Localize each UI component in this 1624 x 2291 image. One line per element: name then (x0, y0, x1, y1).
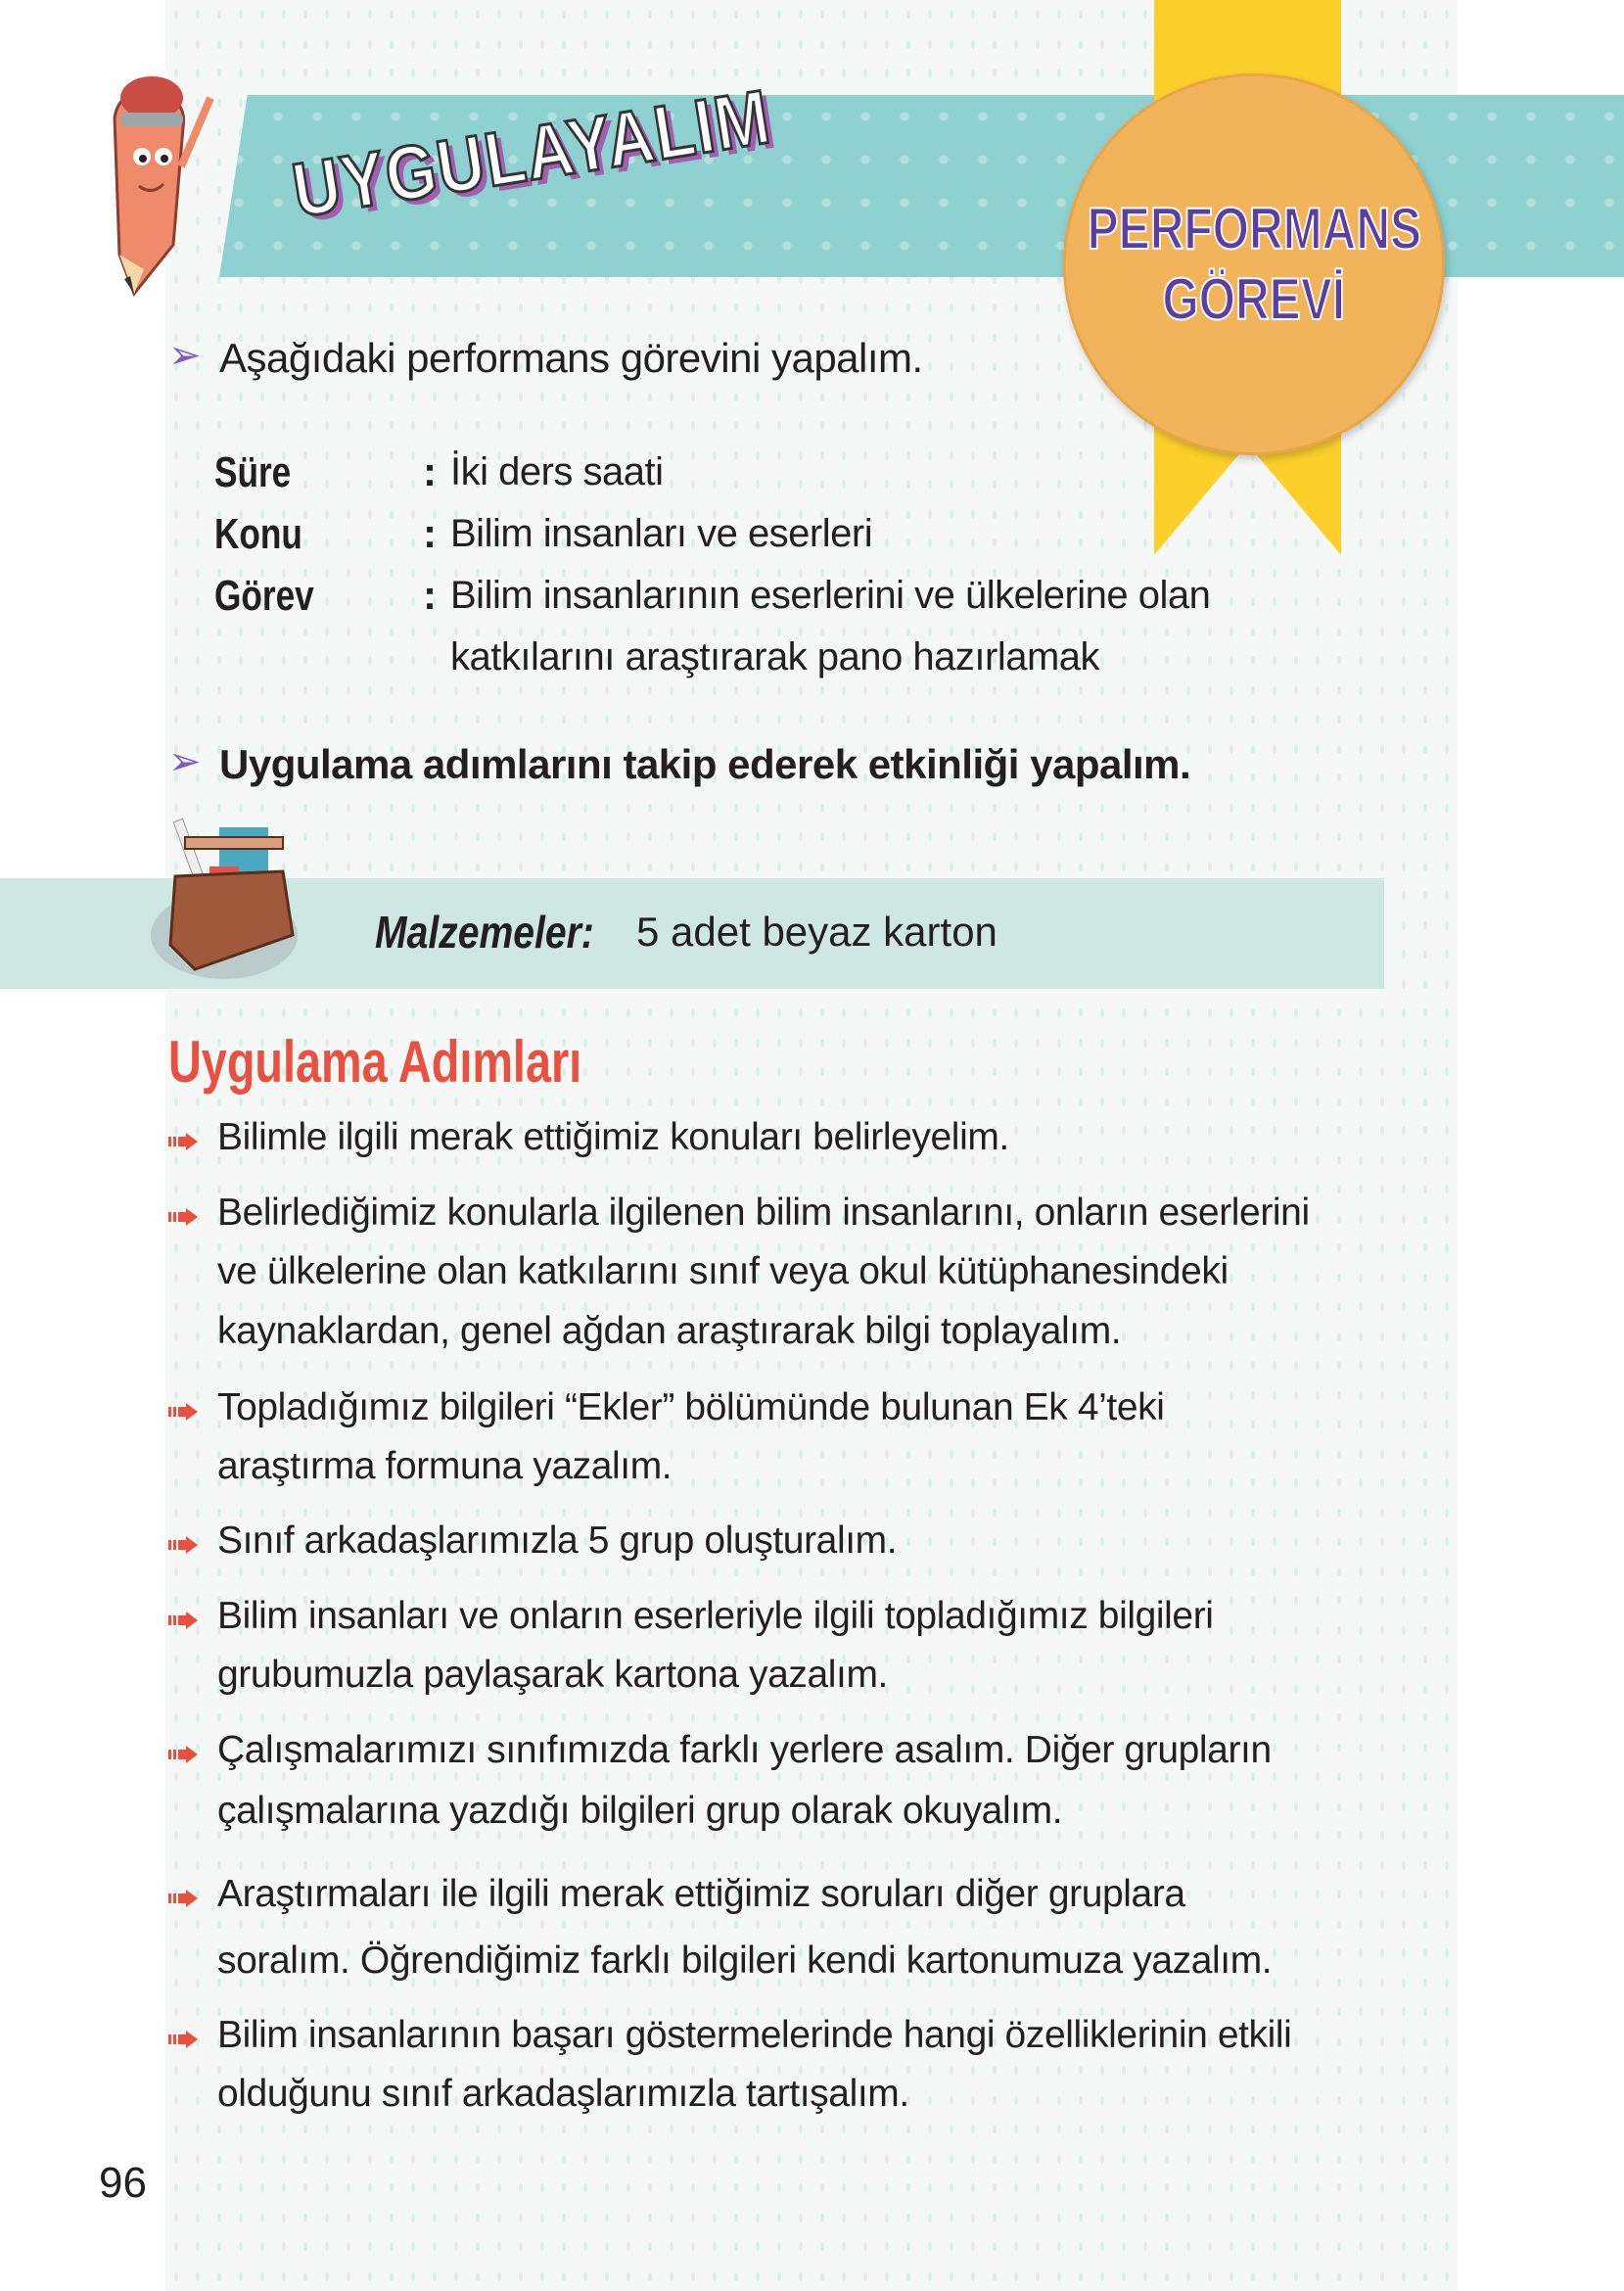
step-text: grubumuzla paylaşarak kartona yazalım. (217, 1654, 888, 1696)
step-bullet-icon (168, 1746, 198, 1763)
detail-label-duration: Süre (214, 448, 292, 496)
step-bullet-icon (168, 1612, 198, 1629)
detail-value-task: Bilim insanlarının eserlerini ve ülkelerine olan (450, 574, 1211, 617)
arrow-bullet-icon: ➢ (168, 740, 202, 783)
step-text: Sınıf arkadaşlarımızla 5 grup oluşturalım. (217, 1520, 898, 1562)
step-text: Araştırmaları ile ilgili merak ettiğimiz soruları diğer gruplara (217, 1873, 1185, 1915)
instruction-text: Uygulama adımlarını takip ederek etkinliği yapalım. (219, 741, 1191, 787)
arrow-bullet-icon: ➢ (168, 334, 202, 377)
pencil-mascot-icon (95, 59, 234, 306)
step-text: araştırma formuna yazalım. (217, 1445, 673, 1487)
page-number: 96 (99, 2159, 147, 2207)
step-text: Topladığımız bilgileri “Ekler” bölümünde bulunan Ek 4’teki (217, 1386, 1165, 1428)
step-text: kaynaklardan, genel ağdan araştırarak bilgi toplayalım. (217, 1310, 1122, 1352)
badge-line-2: GÖREVİ (1162, 266, 1346, 332)
step-bullet-icon (168, 1133, 198, 1150)
detail-value-topic: Bilim insanları ve eserleri (450, 512, 873, 555)
detail-value-duration: İki ders saati (450, 450, 664, 493)
step-bullet-icon (168, 1536, 198, 1554)
badge-line-1: PERFORMANS (1087, 196, 1421, 261)
step-bullet-icon (168, 1403, 198, 1421)
step-text: Belirlediğimiz konularla ilgilenen bilim insanlarını, onların eserlerini (217, 1192, 1310, 1234)
step-text: Bilim insanları ve onların eserleriyle ilgili topladığımız bilgileri (217, 1595, 1214, 1637)
step-text: Çalışmalarımızı sınıfımızda farklı yerlere asalım. Diğer grupların (217, 1729, 1272, 1771)
step-bullet-icon (168, 1890, 198, 1907)
detail-label-topic: Konu (214, 510, 302, 558)
toolbox-icon (146, 818, 365, 984)
detail-label-task: Görev (214, 572, 314, 620)
step-text: Bilim insanlarının başarı göstermelerinde hangi özelliklerinin etkili (217, 2014, 1292, 2056)
materials-value: 5 adet beyaz karton (636, 909, 998, 955)
intro-text: Aşağıdaki performans görevini yapalım. (219, 335, 923, 381)
steps-title: Uygulama Adımları (168, 1029, 582, 1095)
materials-label: Malzemeler: (375, 907, 594, 958)
colon: : (423, 510, 437, 556)
step-text: Bilimle ilgili merak ettiğimiz konuları belirleyelim. (217, 1116, 1009, 1158)
colon: : (423, 448, 437, 494)
section-title: UYGULAYALIM (287, 72, 777, 234)
step-bullet-icon (168, 1208, 198, 1226)
step-text: olduğunu sınıf arkadaşlarımızla tartışalım. (217, 2073, 909, 2115)
step-text: ve ülkelerine olan katkılarını sınıf veya okul kütüphanesindeki (217, 1250, 1229, 1292)
colon: : (423, 572, 437, 618)
detail-value-task-cont: katkılarını araştırarak pano hazırlamak (450, 635, 1100, 678)
step-text: çalışmalarına yazdığı bilgileri grup olarak okuyalım. (217, 1790, 1063, 1832)
performance-task-badge (1063, 73, 1445, 455)
step-text: soralım. Öğrendiğimiz farklı bilgileri kendi kartonumuza yazalım. (217, 1940, 1273, 1982)
step-bullet-icon (168, 2031, 198, 2048)
